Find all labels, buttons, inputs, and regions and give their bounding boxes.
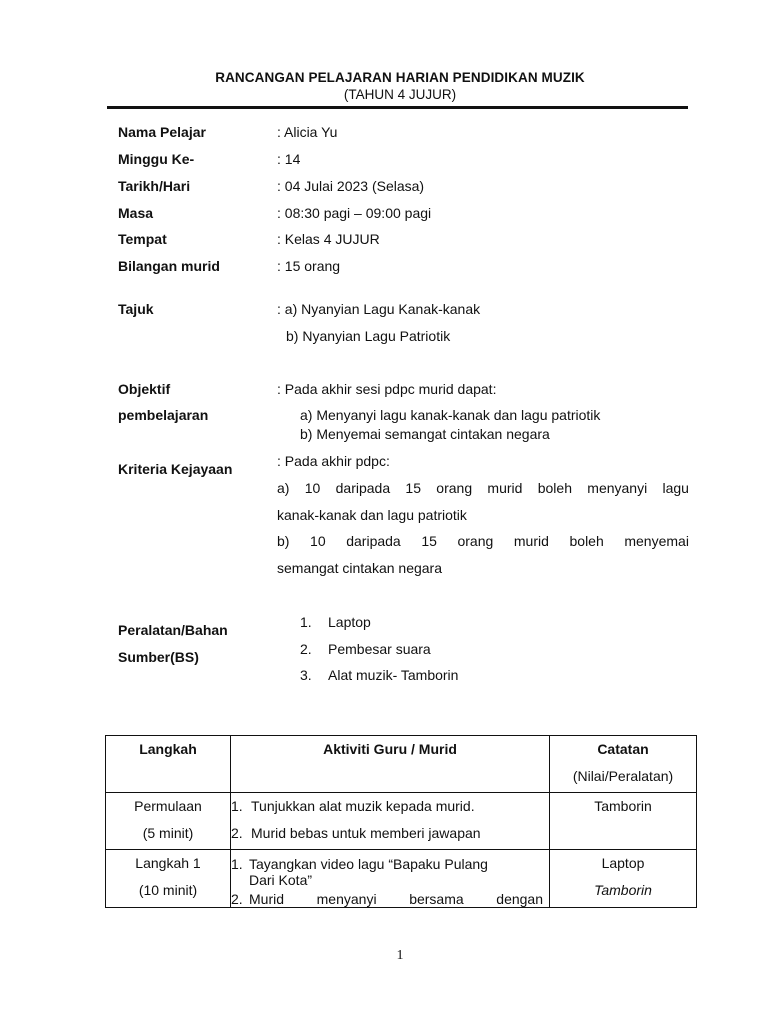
kriteria-b-word: daripada (346, 533, 401, 549)
list-number: 3. (300, 667, 312, 683)
kriteria-a-word: a) (277, 480, 290, 496)
label-kriteria-kejayaan: Kriteria Kejayaan (118, 461, 233, 477)
header-catatan-sub: (Nilai/Peralatan) (572, 768, 674, 784)
label-bilangan-murid: Bilangan murid (118, 258, 220, 274)
cell-langkah: Langkah 1 (10 minit) (106, 850, 231, 908)
value-tempat: : Kelas 4 JUJUR (277, 231, 380, 247)
peralatan-item (300, 614, 371, 630)
value-nama-pelajar: : Alicia Yu (277, 124, 338, 140)
value-minggu: : 14 (277, 151, 301, 167)
cell-catatan: Tamborin (550, 793, 697, 850)
activity-item: 1. Tayangkan video lagu “Bapaku Pulang Dari Kota” (231, 856, 488, 888)
kriteria-b-word: orang (457, 533, 494, 549)
kriteria-a-word: 10 (304, 480, 321, 496)
document-title: RANCANGAN PELAJARAN HARIAN PENDIDIKAN MUZIK (215, 70, 585, 85)
kriteria-intro: : Pada akhir pdpc: (277, 453, 390, 469)
list-text: Alat muzik- Tamborin (328, 667, 459, 683)
table-row (106, 793, 697, 850)
kriteria-a-word: menyanyi (587, 480, 648, 496)
table-header-row (106, 736, 697, 793)
objektif-item-a: a) Menyanyi lagu kanak-kanak dan lagu patriotik (300, 407, 601, 423)
page-number: 1 (396, 948, 404, 963)
label-tajuk: Tajuk (118, 301, 154, 317)
list-text: Laptop (328, 614, 371, 630)
label-minggu: Minggu Ke- (118, 151, 195, 167)
objektif-item-b: b) Menyemai semangat cintakan negara (300, 426, 550, 442)
document-subtitle: (TAHUN 4 JUJUR) (343, 87, 457, 102)
kriteria-item-b-cont: semangat cintakan negara (277, 560, 442, 576)
header-catatan: Catatan (Nilai/Peralatan) (550, 736, 697, 793)
label-nama-pelajar: Nama Pelajar (118, 124, 206, 140)
value-tarikh: : 04 Julai 2023 (Selasa) (277, 178, 425, 194)
kriteria-b-word: boleh (569, 533, 604, 549)
kriteria-a-word: murid (487, 480, 523, 496)
header-langkah: Langkah (106, 736, 231, 793)
kriteria-a-word: lagu (662, 480, 689, 496)
kriteria-item-b (277, 533, 689, 549)
header-aktiviti: Aktiviti Guru / Murid (231, 736, 550, 793)
value-masa: : 08:30 pagi – 09:00 pagi (277, 205, 432, 221)
kriteria-a-word: orang (436, 480, 473, 496)
kriteria-b-word: 10 (310, 533, 326, 549)
cell-aktiviti (231, 793, 550, 850)
label-tempat: Tempat (118, 231, 167, 247)
list-text: Pembesar suara (328, 641, 431, 657)
label-masa: Masa (118, 205, 154, 221)
kriteria-item-a-cont: kanak-kanak dan lagu patriotik (277, 507, 467, 523)
lesson-steps-table (105, 735, 697, 908)
activity-item: 1. Tunjukkan alat muzik kepada murid. (231, 798, 475, 814)
peralatan-item (300, 667, 458, 683)
kriteria-b-word: menyemai (624, 533, 689, 549)
kriteria-item-a (277, 480, 689, 496)
activity-item: 2. Murid bebas untuk memberi jawapan (231, 825, 481, 841)
kriteria-a-word: 15 (405, 480, 421, 496)
kriteria-a-word: daripada (335, 480, 391, 496)
cell-catatan: Laptop Tamborin (550, 850, 697, 908)
cell-langkah: Permulaan (5 minit) (106, 793, 231, 850)
value-bilangan-murid: : 15 orang (277, 258, 341, 274)
list-number: 1. (300, 614, 312, 630)
kriteria-a-word: boleh (537, 480, 572, 496)
kriteria-b-word: b) (277, 533, 290, 549)
objektif-intro: : Pada akhir sesi pdpc murid dapat: (277, 381, 497, 397)
kriteria-b-word: murid (513, 533, 549, 549)
cell-aktiviti (231, 850, 550, 908)
tajuk-line-2: b) Nyanyian Lagu Patriotik (286, 328, 451, 344)
label-tarikh: Tarikh/Hari (118, 178, 191, 194)
tajuk-line-1: : a) Nyanyian Lagu Kanak-kanak (277, 301, 481, 317)
label-objektif: Objektif (118, 381, 171, 397)
label-sumber: Sumber(BS) (118, 649, 199, 665)
header-rule (107, 106, 688, 109)
table-row (106, 850, 697, 908)
kriteria-b-word: 15 (421, 533, 437, 549)
label-peralatan: Peralatan/Bahan (118, 622, 228, 638)
label-pembelajaran: pembelajaran (118, 407, 209, 423)
list-number: 2. (300, 641, 312, 657)
activity-item: 2. Murid menyanyi bersama dengan (231, 891, 543, 907)
peralatan-item (300, 641, 431, 657)
